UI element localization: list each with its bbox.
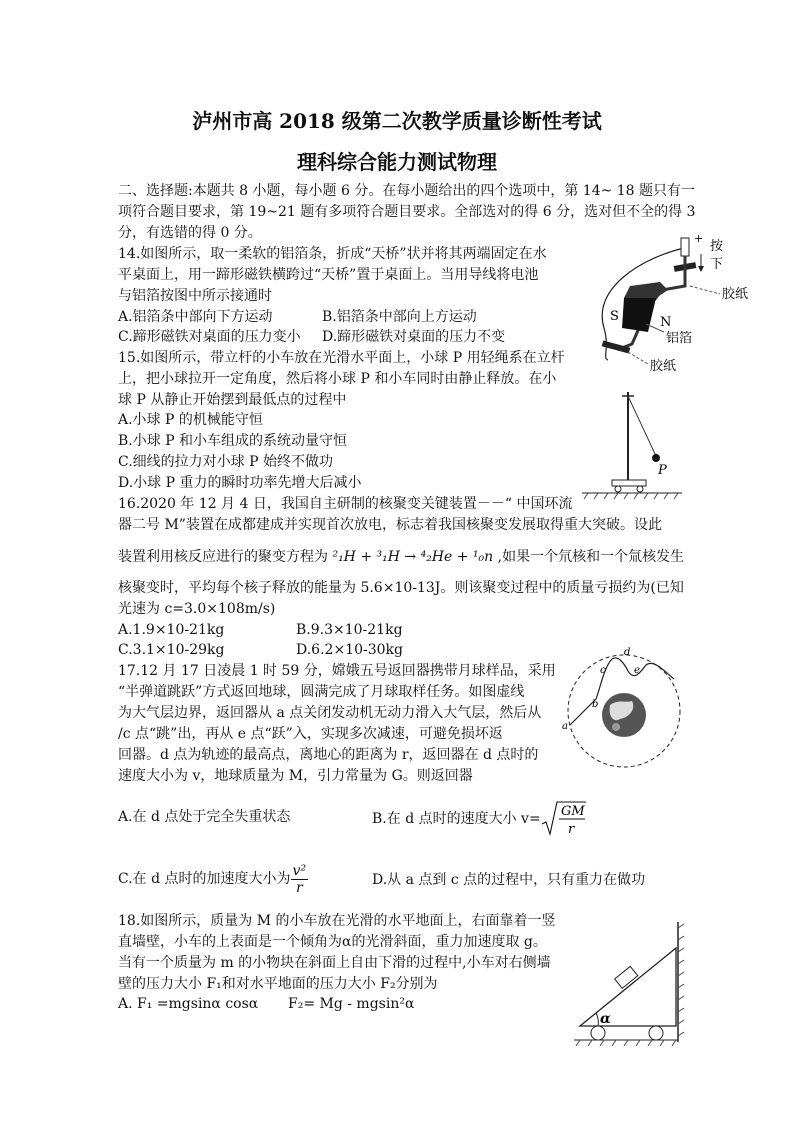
q17-line-1: 17.12 月 17 日凌晨 1 时 59 分，嫦娥五号返回器携带月球样品，采用 bbox=[118, 663, 556, 679]
q14-fig-s: S bbox=[610, 309, 619, 324]
exam-subtitle: 理科综合能力测试物理 bbox=[297, 150, 497, 174]
q14-fig-n: N bbox=[660, 315, 672, 330]
v-squared-over-r: $\frac{\text{v²}}{r}$ bbox=[292, 862, 307, 896]
q14-option-c: C.蹄形磁铁对桌面的压力变小 bbox=[118, 329, 301, 345]
q14-option-a: A.铝箔条中部向下方运动 bbox=[118, 309, 273, 325]
q17-line-4: /c 点“跳”出，再从 e 点“跃”入，实现多次减速，可避免损坏返 bbox=[118, 726, 503, 742]
q16-line-4: 核聚变时，平均每个核子释放的能量为 5.6×10-13J。则该聚变过程中的质量亏损约为(已知 bbox=[118, 580, 684, 596]
exam-title: 泸州市高 2018 级第二次教学质量诊断性考试 bbox=[192, 109, 602, 133]
q14-fig-plus: + bbox=[694, 232, 704, 245]
q16-line-2: 器二号 M”装置在成都建成并实现首次放电，标志着我国核聚变发展取得重大突破。设此 bbox=[118, 517, 662, 533]
q15-line-2: 上，把小球拉开一定角度，然后将小球 P 和小车同时由静止释放。在小 bbox=[118, 371, 557, 387]
q17-fig-b: b bbox=[592, 699, 599, 710]
q14-line-1: 14.如图所示，取一柔软的铝箔条，折成“天桥”状并将其两端固定在水 bbox=[118, 246, 547, 262]
intro-line-1: 二、选择题:本题共 8 小题，每小题 6 分。在每小题给出的四个选项中，第 14~ 18 题只有一 bbox=[118, 183, 696, 199]
q14-line-3: 与铝箔按图中所示接通时 bbox=[118, 288, 272, 304]
q17-option-d: D.从 a 点到 c 点的过程中，只有重力在做功 bbox=[372, 872, 646, 888]
q14-option-b: B.铝箔条中部向上方运动 bbox=[322, 309, 477, 325]
q17-line-2: “半弹道跳跃”方式返回地球，圆满完成了月球取样任务。如图虚线 bbox=[118, 684, 525, 700]
q18-option-a1: A. F₁ =mgsinα cosα bbox=[118, 996, 259, 1012]
q15-option-a: A.小球 P 的机械能守恒 bbox=[118, 412, 263, 428]
q16-option-c: C.3.1×10-29kg bbox=[118, 642, 225, 658]
q16-line-3 bbox=[118, 548, 684, 567]
q16-option-a: A.1.9×10-21kg bbox=[118, 622, 225, 638]
q18-line-4: 壁的压力大小 F₁和对水平地面的压力大小 F₂分别为 bbox=[118, 976, 438, 992]
q15-figure bbox=[578, 384, 688, 500]
q15-line-1: 15.如图所示，带立杆的小车放在光滑水平面上，小球 P 用轻绳系在立杆 bbox=[118, 350, 565, 366]
q16-option-b: B.9.3×10-21kg bbox=[296, 622, 403, 638]
q14-fig-tape-top: 胶纸 bbox=[722, 287, 749, 302]
q15-option-d: D.小球 P 重力的瞬时功率先增大后减小 bbox=[118, 475, 362, 491]
sqrt-gm-over-r bbox=[541, 800, 587, 838]
q14-fig-down: 下 bbox=[710, 257, 724, 272]
q17-fig-c: c bbox=[600, 665, 606, 676]
q17-option-b-text: B.在 d 点时的速度大小 v= bbox=[372, 811, 541, 827]
q15-line-3: 球 P 从静止开始摆到最低点的过程中 bbox=[118, 392, 347, 408]
q14-line-2: 平桌面上，用一蹄形磁铁横跨过“天桥”置于桌面上。当用导线将电池 bbox=[118, 267, 539, 283]
q16-line-3-post: ,如果一个氘核和一个氚核发生 bbox=[497, 549, 685, 565]
intro-line-2: 项符合题目要求，第 19~21 题有多项符合题目要求。全部选对的得 6 分，选对但不全的得 3 bbox=[118, 204, 696, 220]
q17-line-6: 速度大小为 v，地球质量为 M，引力常量为 G。则返回器 bbox=[118, 768, 473, 784]
q14-fig-foil: 铝箔 bbox=[666, 331, 693, 346]
q15-fig-p: P bbox=[658, 463, 667, 478]
q18-fig-alpha: α bbox=[600, 1011, 611, 1027]
q16-line-1: 16.2020 年 12 月 4 日，我国自主研制的核聚变关键装置－－“ 中国环流 bbox=[118, 496, 573, 512]
q18-figure bbox=[570, 918, 688, 1056]
q17-option-c bbox=[118, 862, 308, 896]
q17-line-5: 回器。d 点为轨迹的最高点，离地心的距离为 r，返回器在 d 点时的 bbox=[118, 747, 539, 763]
fusion-equation: ²₁H + ³₁H → ⁴₂He + ¹₀n bbox=[328, 549, 498, 565]
q16-option-d: D.6.2×10-30kg bbox=[296, 642, 403, 658]
q18-line-1: 18.如图所示，质量为 M 的小车放在光滑的水平地面上，右面靠着一竖 bbox=[118, 913, 556, 929]
q14-option-d: D.蹄形磁铁对桌面的压力不变 bbox=[322, 329, 506, 345]
q15-option-b: B.小球 P 和小车组成的系统动量守恒 bbox=[118, 433, 348, 449]
q16-line-5: 光速为 c=3.0×108m/s) bbox=[118, 601, 276, 617]
q14-fig-press: 按 bbox=[710, 239, 724, 254]
q15-option-c: C.细线的拉力对小球 P 始终不做功 bbox=[118, 454, 333, 470]
q17-fig-e: e bbox=[634, 665, 640, 676]
q17-line-3: 为大气层边界，返回器从 a 点关闭发动机无动力滑入大气层，然后从 bbox=[118, 705, 542, 721]
q18-option-a2: F₂= Mg - mgsin²α bbox=[288, 996, 415, 1012]
q16-line-3-pre: 装置利用核反应进行的聚变方程为 bbox=[118, 549, 328, 565]
svg-text:r: r bbox=[567, 822, 574, 837]
q18-line-2: 直墙壁，小车的上表面是一个倾角为α的光滑斜面，重力加速度取 g。 bbox=[118, 934, 547, 950]
q18-line-3: 当有一个质量为 m 的小物块在斜面上自由下滑的过程中,小车对右侧墙 bbox=[118, 955, 551, 971]
q17-option-b bbox=[372, 800, 587, 838]
q14-figure bbox=[582, 228, 762, 378]
q17-fig-d: d bbox=[624, 647, 631, 658]
q17-figure bbox=[560, 643, 688, 777]
svg-text:GM: GM bbox=[560, 804, 585, 819]
q17-option-a: A.在 d 点处于完全失重状态 bbox=[118, 809, 291, 825]
q17-option-c-text: C.在 d 点时的加速度大小为 bbox=[118, 871, 291, 887]
q17-fig-a: a bbox=[562, 721, 568, 732]
q14-fig-tape-bottom: 胶纸 bbox=[650, 359, 677, 374]
intro-line-3: 分，有选错的得 0 分。 bbox=[118, 225, 262, 241]
